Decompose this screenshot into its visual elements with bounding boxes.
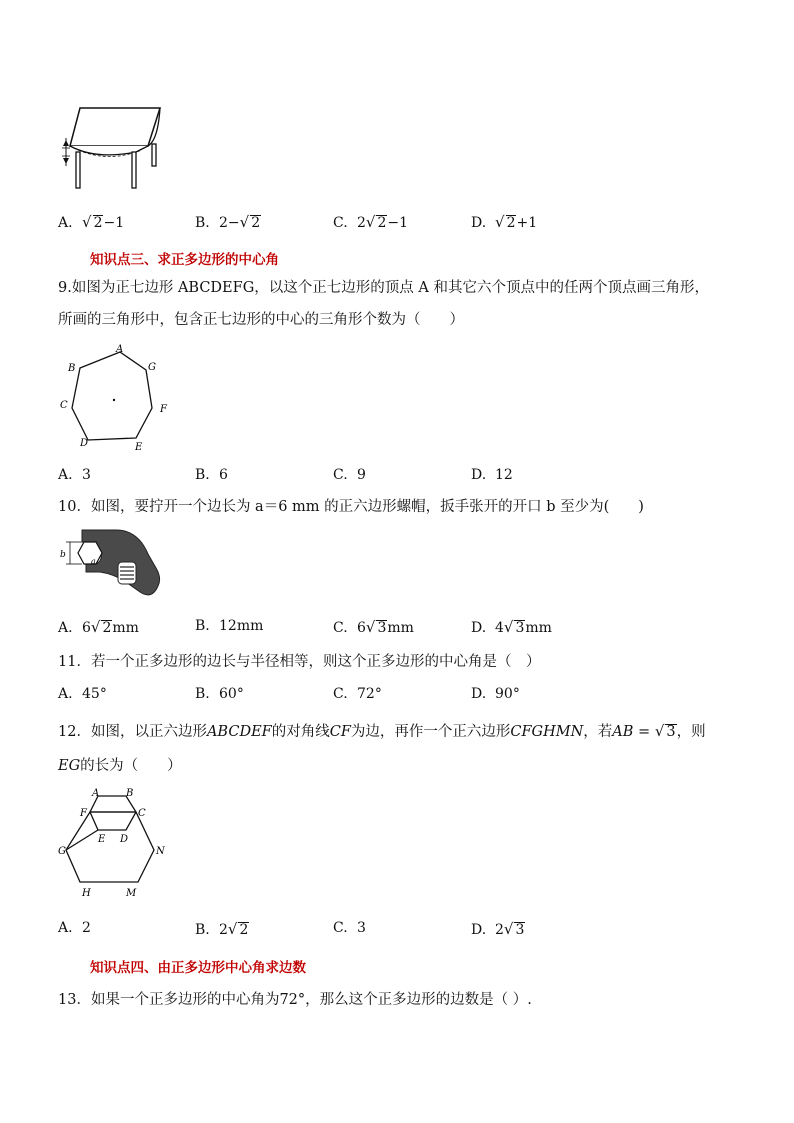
hex-label-h: H [82, 888, 91, 899]
q9-options [58, 467, 758, 487]
hex-label-a: A [92, 788, 100, 799]
q10-option-d[interactable]: D. 4√ 3mm [471, 618, 552, 636]
hex-label-m: M [126, 888, 137, 899]
q12-options [58, 920, 758, 940]
hex-label-c: C [138, 808, 146, 819]
heptagon-label-a: A [116, 344, 124, 355]
table-figure [56, 104, 166, 190]
q12-line2: EG的长为（ ） [58, 758, 182, 774]
q8-option-a[interactable]: A. √ 2−1 [58, 213, 125, 231]
q10-option-c[interactable]: C. 6√ 3mm [333, 618, 414, 636]
q9-option-d[interactable]: D. 12 [471, 467, 513, 483]
hex-label-f: F [80, 808, 87, 819]
heptagon-label-f: F [160, 404, 167, 415]
q9-text: 9.如图为正七边形 ABCDEFG，以这个正七边形的顶点 A 和其它六个顶点中的任两个顶点画三角形， 所画的三角形中，包含正七边形的中心的三角形个数为（ ） [58, 280, 709, 328]
section-4-heading: 知识点四、由正多边形中心角求边数 [90, 960, 306, 976]
q8-options [58, 213, 758, 233]
q8-option-c[interactable]: C. 2√ 2−1 [333, 213, 409, 231]
q10-options [58, 618, 758, 638]
q9-option-c[interactable]: C. 9 [333, 467, 366, 483]
hex-label-b: B [126, 788, 134, 799]
q11-option-c[interactable]: C. 72° [333, 686, 382, 702]
hex-label-e: E [98, 834, 106, 845]
q11-option-b[interactable]: B. 60° [195, 686, 244, 702]
heptagon-label-e: E [135, 442, 143, 453]
wrench-figure [56, 524, 168, 602]
q9-option-b[interactable]: B. 6 [195, 467, 228, 483]
q11-option-d[interactable]: D. 90° [471, 686, 520, 702]
q10-option-a[interactable]: A. 6√ 2mm [58, 618, 139, 636]
q12-option-c[interactable]: C. 3 [333, 920, 366, 936]
q10-text: 10．如图，要拧开一个边长为 a＝6 mm 的正六边形螺帽，扳手张开的开口 b 至少为( ) [58, 499, 644, 515]
heptagon-label-c: C [60, 400, 68, 411]
heptagon-label-b: B [68, 363, 76, 374]
q11-text: 11．若一个正多边形的边长与半径相等，则这个正多边形的中心角是（ ） [58, 654, 541, 670]
q13-text: 13．如果一个正多边形的中心角为72°，那么这个正多边形的边数是（ ）. [58, 992, 532, 1008]
hexagons-figure [56, 786, 176, 906]
hex-label-n: N [156, 846, 165, 857]
wrench-label-a: a [91, 557, 96, 566]
wrench-label-b: b [60, 550, 66, 560]
q11-options [58, 686, 758, 706]
section-3-heading: 知识点三、求正多边形的中心角 [90, 252, 279, 268]
q12-line1: 12．如图，以正六边形ABCDEF的对角线CF为边，再作一个正六边形CFGHMN，若AB = √ 3，则 [58, 722, 706, 740]
heptagon-figure [56, 342, 186, 457]
q12-option-d[interactable]: D. 2√ 3 [471, 920, 525, 938]
heptagon-label-d: D [80, 438, 89, 449]
q8-option-d[interactable]: D. √ 2+1 [471, 213, 538, 231]
heptagon-label-g: G [148, 362, 156, 373]
q12-option-b[interactable]: B. 2√ 2 [195, 920, 249, 938]
hex-label-d: D [120, 834, 129, 845]
q8-option-b[interactable]: B. 2−√ 2 [195, 213, 261, 231]
q9-option-a[interactable]: A. 3 [58, 467, 91, 483]
q10-option-b[interactable]: B. 12mm [195, 618, 264, 634]
hex-label-g: G [58, 846, 66, 857]
q11-option-a[interactable]: A. 45° [58, 686, 107, 702]
q12-option-a[interactable]: A. 2 [58, 920, 91, 936]
